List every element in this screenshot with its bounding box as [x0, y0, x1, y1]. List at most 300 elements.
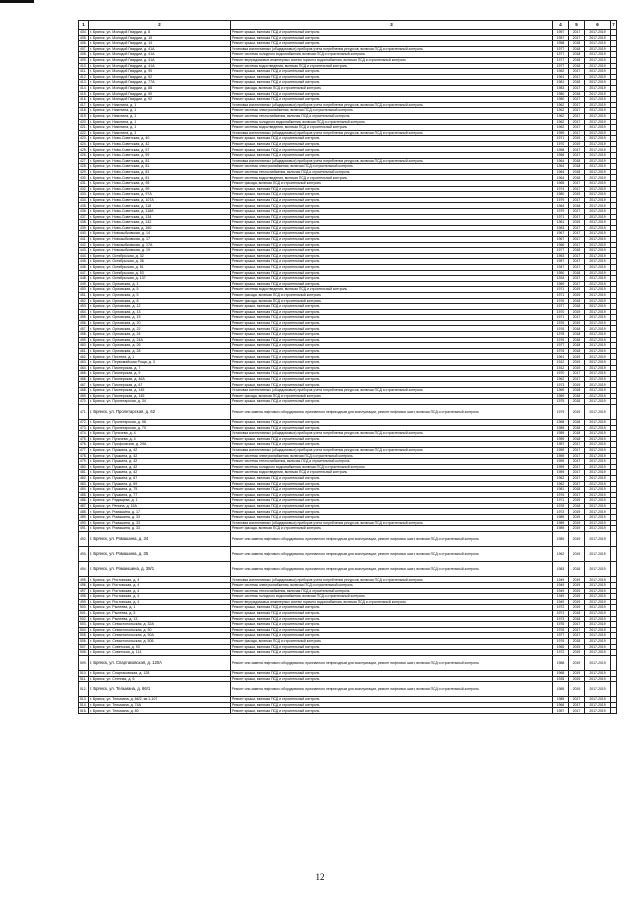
build-year-cell: 1980 [553, 97, 569, 103]
row-number: 495. [80, 577, 87, 582]
page-number: 12 [315, 872, 325, 882]
plan-year-cell: 2019 [569, 682, 585, 697]
address-cell: г. Брянск, ул. Орловская, д. 24 [89, 332, 231, 338]
work-type-cell: Ремонт крыши, включая ПСД и строительный контроль [231, 248, 553, 254]
plan-year-cell: 2017 [569, 113, 585, 119]
row-number: 478. [80, 453, 87, 458]
build-year-cell: 1963 [553, 225, 569, 231]
row-number: 423. [80, 136, 87, 141]
plan-year-cell: 2019 [569, 287, 585, 293]
period-cell: 2017-2019 [585, 376, 611, 382]
work-type-cell: Ремонт крыши, включая ПСД и строительный контроль [231, 343, 553, 349]
address-cell: г. Брянск, ул. Пионерская, д. 46А [89, 376, 231, 382]
work-type-cell: Ремонт системы электроснабжения, включая ПСД и строительный контроль [231, 108, 553, 114]
build-year-cell: 1977 [553, 57, 569, 63]
build-year-cell: 1971 [553, 214, 569, 220]
work-type-cell: Ремонт крыши, включая ПСД и строительный контроль [231, 376, 553, 382]
build-year-cell: 1934 [553, 276, 569, 282]
work-type-cell: Установка коллективных (общедомовых) приборов учета потребления ресурсов, включая ПСД и строительный контроль [231, 520, 553, 526]
period-cell: 2017-2019 [585, 298, 611, 304]
work-type-cell: Ремонт крыши, включая ПСД и строительный контроль [231, 627, 553, 633]
address-cell: г. Брянск, ул. Ново-Советская, д. 118 [89, 203, 231, 209]
row-number: 501. [80, 611, 87, 616]
plan-year-cell: 2019 [569, 594, 585, 600]
build-year-cell: 1970 [553, 309, 569, 315]
address-cell: г. Брянск, ул. Степная, д. 6 [89, 676, 231, 682]
row-number: 427. [80, 158, 87, 163]
period-cell: 2017-2019 [585, 236, 611, 242]
row-number: 430. [80, 175, 87, 180]
document-page [78, 20, 616, 714]
work-type-cell: Ремонт крыши, включая ПСД и строительный контроль [231, 622, 553, 628]
row-number: 454. [80, 309, 87, 314]
header-col-3: 3 [231, 21, 553, 30]
row-number: 405. [80, 35, 87, 40]
address-cell: г. Брянск, ул. Орловская, д. 15 [89, 315, 231, 321]
period-cell: 2017-2019 [585, 562, 611, 577]
period-cell: 2017-2019 [585, 475, 611, 481]
row-number: 488. [80, 509, 87, 514]
row-number: 486. [80, 498, 87, 503]
row-number: 447. [80, 270, 87, 275]
build-year-cell: 1969 [553, 393, 569, 399]
address-cell: г. Брянск, ул. Ростовская, д. 4 [89, 599, 231, 605]
period-cell: 2017-2019 [585, 136, 611, 142]
plan-year-cell: 2017 [569, 633, 585, 639]
address-cell: г. Брянск, ул. Пионерская, д. 145 [89, 388, 231, 394]
plan-year-cell: 2018 [569, 332, 585, 338]
period-cell: 2017-2019 [585, 515, 611, 521]
work-type-cell: Ремонт крыши, включая ПСД и строительный контроль [231, 242, 553, 248]
address-cell: г. Брянск, ул. Пушкина, д. 75 [89, 487, 231, 493]
plan-year-cell: 2019 [569, 360, 585, 366]
row-number: 442. [80, 242, 87, 247]
plan-year-cell: 2018 [569, 63, 585, 69]
row-number: 421. [80, 125, 87, 130]
address-cell: г. Брянск, ул. Молодой Гвардии, д. 88 [89, 85, 231, 91]
build-year-cell: 1961 [553, 74, 569, 80]
address-cell: г. Брянск, ул. Ново-Советская, д. 97А [89, 192, 231, 198]
build-year-cell: 1965 [553, 181, 569, 187]
build-year-cell: 1962 [553, 475, 569, 481]
build-year-cell: 1976 [553, 492, 569, 498]
address-cell: г. Брянск, ул. Пролетарская, д. 62 [89, 404, 231, 419]
address-cell: г. Брянск, ул. Пионерская, д. 87 [89, 382, 231, 388]
build-year-cell: 1970 [553, 141, 569, 147]
address-cell: г. Брянск, ул. Пушкина, д. 42 [89, 470, 231, 476]
plan-year-cell: 2019 [569, 320, 585, 326]
row-number: 410. [80, 63, 87, 68]
row-number: 457. [80, 326, 87, 331]
work-type-cell: Установка коллективных (общедомовых) приборов учета потребления ресурсов, включая ПСД и строительный контроль [231, 102, 553, 108]
build-year-cell: 1962 [553, 547, 569, 562]
row-number: 459. [80, 337, 87, 342]
period-cell: 2017-2019 [585, 605, 611, 611]
address-cell: г. Брянск, ул. Советская, д. 93 [89, 644, 231, 650]
build-year-cell: 1973 [553, 616, 569, 622]
work-type-cell: Ремонт крыши, включая ПСД и строительный контроль [231, 360, 553, 366]
plan-year-cell: 2018 [569, 436, 585, 442]
address-cell: г. Брянск, ул. Ново-Советская, д. 59 [89, 153, 231, 159]
work-type-cell: Ремонт крыши, включая ПСД и строительный контроль [231, 644, 553, 650]
row-number: 464. [80, 365, 87, 370]
period-cell: 2017-2019 [585, 354, 611, 360]
row-number: 462. [80, 354, 87, 359]
address-cell: г. Брянск, ул. Советская, д. 114 [89, 650, 231, 656]
plan-year-cell: 2017 [569, 197, 585, 203]
row-number: 413. [80, 80, 87, 85]
row-number: 503. [80, 622, 87, 627]
extra-cell [611, 404, 617, 419]
period-cell: 2017-2019 [585, 35, 611, 41]
period-cell: 2017-2019 [585, 85, 611, 91]
plan-year-cell: 2019 [569, 644, 585, 650]
period-cell: 2017-2019 [585, 594, 611, 600]
address-cell: г. Брянск, ул. Ромашина, д. 33 [89, 526, 231, 532]
plan-year-cell: 2018 [569, 169, 585, 175]
work-type-cell: Ремонт крыши, включая ПСД и строительный контроль [231, 481, 553, 487]
period-cell: 2017-2019 [585, 97, 611, 103]
period-cell: 2017-2019 [585, 326, 611, 332]
build-year-cell: 1957 [553, 442, 569, 448]
build-year-cell: 1957 [553, 708, 569, 714]
build-year-cell: 1959 [553, 470, 569, 476]
work-type-cell: Ремонт системы холодного водоснабжения, включая ПСД и строительный контроль [231, 119, 553, 125]
period-cell: 2017-2019 [585, 547, 611, 562]
address-cell: г. Брянск, ул. Ново-Советская, д. 142 [89, 220, 231, 226]
address-cell: г. Брянск, ул. Октябрьская, д. 36 [89, 259, 231, 265]
build-year-cell: 1970 [553, 371, 569, 377]
plan-year-cell: 2018 [569, 248, 585, 254]
build-year-cell: 1959 [553, 431, 569, 437]
period-cell: 2017-2019 [585, 332, 611, 338]
work-type-cell: Ремонт крыши, включая ПСД и строительный контроль [231, 475, 553, 481]
plan-year-cell: 2017 [569, 153, 585, 159]
period-cell: 2017-2019 [585, 253, 611, 259]
address-cell: г. Брянск, ул. Ново-Советская, д. 57 [89, 147, 231, 153]
work-type-cell: Ремонт крыши, включая ПСД и строительный контроль [231, 197, 553, 203]
row-number: 429. [80, 169, 87, 174]
work-type-cell: Ремонт крыши, включая ПСД и строительный контроль [231, 697, 553, 703]
plan-year-cell: 2017 [569, 622, 585, 628]
address-cell: г. Брянск, ул. Романшина, д. 38/1 [89, 562, 231, 577]
plan-year-cell: 2018 [569, 638, 585, 644]
build-year-cell: 1983 [553, 562, 569, 577]
build-year-cell: 1949 [553, 577, 569, 583]
period-cell: 2017-2019 [585, 453, 611, 459]
address-cell: г. Брянск, ул. Октябрьская, д. 53 [89, 270, 231, 276]
address-cell: г. Брянск, ул. Пушкина, д. 67 [89, 475, 231, 481]
address-cell: г. Брянск, ул. Тельмана, д. 66/1 [89, 682, 231, 697]
row-number: 444. [80, 253, 87, 258]
period-cell: 2017-2019 [585, 442, 611, 448]
work-type-cell: Ремонт крыши, включая ПСД и строительный контроль [231, 270, 553, 276]
work-type-cell: Ремонт крыши, включая ПСД и строительный контроль [231, 214, 553, 220]
build-year-cell: 1935 [553, 676, 569, 682]
plan-year-cell: 2018 [569, 337, 585, 343]
work-type-cell: Ремонт системы водоотведения, включая ПСД и строительный контроль [231, 63, 553, 69]
address-cell: г. Брянск, ул. Ново-Советская, д. 99 [89, 186, 231, 192]
build-year-cell: 1912 [553, 360, 569, 366]
period-cell: 2017-2019 [585, 203, 611, 209]
address-cell: г. Брянск, ул. Орловская, д. 22 [89, 326, 231, 332]
build-year-cell: 1964 [553, 169, 569, 175]
work-type-cell: Ремонт системы электроснабжения, включая ПСД и строительный контроль [231, 164, 553, 170]
build-year-cell: 1973 [553, 382, 569, 388]
row-number: 416. [80, 97, 87, 102]
period-cell: 2017-2019 [585, 650, 611, 656]
work-type-cell: Ремонт крыши, включая ПСД и строительный контроль [231, 616, 553, 622]
address-cell: г. Брянск, ул. Пушкина, д. 42 [89, 447, 231, 453]
address-cell: г. Брянск, ул. Молодой Гвардии, д. 41А [89, 63, 231, 69]
plan-year-cell: 2017 [569, 276, 585, 282]
work-type-cell: Ремонт системы холодного водоснабжения, включая ПСД и строительный контроль [231, 52, 553, 58]
build-year-cell: 1912 [553, 365, 569, 371]
work-type-cell: Ремонт крыши, включая ПСД и строительный контроль [231, 35, 553, 41]
work-type-cell: Ремонт крыши, включая ПСД и строительный контроль [231, 136, 553, 142]
plan-year-cell: 2018 [569, 175, 585, 181]
plan-year-cell: 2017 [569, 708, 585, 714]
address-cell: г. Брянск, ул. Рылеева, д. 1 [89, 605, 231, 611]
extra-cell [611, 708, 617, 714]
build-year-cell: 1989 [553, 526, 569, 532]
row-number: 418. [80, 108, 87, 113]
period-cell: 2017-2019 [585, 30, 611, 36]
address-cell: г. Брянск, ул. Новозыбковская, д. 17 [89, 236, 231, 242]
build-year-cell: 1953 [553, 253, 569, 259]
build-year-cell: 1956 [553, 153, 569, 159]
plan-year-cell: 2019 [569, 141, 585, 147]
row-number: 455. [80, 315, 87, 320]
period-cell: 2017-2019 [585, 682, 611, 697]
period-cell: 2017-2019 [585, 436, 611, 442]
plan-year-cell: 2018 [569, 91, 585, 97]
build-year-cell: 1959 [553, 447, 569, 453]
period-cell: 2017-2019 [585, 481, 611, 487]
work-type-cell: Ремонт крыши, включая ПСД и строительный контроль [231, 186, 553, 192]
row-number: 471. [79, 404, 89, 419]
plan-year-cell: 2017 [569, 371, 585, 377]
period-cell: 2017-2019 [585, 360, 611, 366]
row-number: 479. [80, 459, 87, 464]
address-cell: г. Брянск, ул. Орловская, д. 28 [89, 348, 231, 354]
row-number: 513. [80, 697, 87, 702]
build-year-cell: 1985 [553, 425, 569, 431]
work-type-cell: Ремонт системы теплоснабжения, включая ПСД и строительный контроль [231, 113, 553, 119]
address-cell: г. Брянск, ул. Пионерская, д. 7 [89, 365, 231, 371]
period-cell: 2017-2019 [585, 52, 611, 58]
address-cell: г. Брянск, ул. Пестеля, д. 1 [89, 354, 231, 360]
plan-year-cell: 2017 [569, 697, 585, 703]
period-cell: 2017-2019 [585, 276, 611, 282]
work-type-cell: Ремонт крыши, включая ПСД и строительный контроль [231, 231, 553, 237]
plan-year-cell: 2019 [569, 382, 585, 388]
plan-year-cell: 2018 [569, 41, 585, 47]
plan-year-cell: 2017 [569, 231, 585, 237]
work-type-cell: Ремонт крыши, включая ПСД и строительный контроль [231, 332, 553, 338]
address-cell: г. Брянск, ул. Радищева, д. 1 [89, 498, 231, 504]
work-type-cell: Ремонт крыши, включая ПСД и строительный контроль [231, 348, 553, 354]
period-cell: 2017-2019 [585, 287, 611, 293]
work-type-cell: Ремонт крыши, включая ПСД и строительный контроль [231, 676, 553, 682]
plan-year-cell: 2017 [569, 30, 585, 36]
repair-schedule-table [78, 20, 617, 714]
plan-year-cell: 2017 [569, 225, 585, 231]
build-year-cell: 1978 [553, 332, 569, 338]
row-number: 475. [80, 436, 87, 441]
top-rule [0, 0, 34, 3]
address-cell: г. Брянск, ул. Пугачева, д. 4 [89, 431, 231, 437]
work-type-cell: Ремонт крыши, включая ПСД и строительный контроль [231, 442, 553, 448]
plan-year-cell: 2019 [569, 520, 585, 526]
work-type-cell: Ремонт крыши, включая ПСД и строительный контроль [231, 225, 553, 231]
row-number: 408. [80, 52, 87, 57]
period-cell: 2017-2019 [585, 209, 611, 215]
address-cell: г. Брянск, ул. Никитина, д. 1 [89, 125, 231, 131]
work-type-cell: Ремонт системы теплоснабжения, включая ПСД и строительный контроль [231, 169, 553, 175]
period-cell: 2017-2019 [585, 697, 611, 703]
plan-year-cell: 2018 [569, 158, 585, 164]
build-year-cell: 1989 [553, 515, 569, 521]
build-year-cell: 1962 [553, 376, 569, 382]
plan-year-cell: 2017 [569, 209, 585, 215]
build-year-cell: 1972 [553, 650, 569, 656]
row-number: 419. [80, 114, 87, 118]
row-number: 450. [80, 287, 87, 292]
plan-year-cell: 2018 [569, 304, 585, 310]
build-year-cell: 1964 [553, 164, 569, 170]
address-cell: г. Брянск, ул. Пушкина, д. 69 [89, 481, 231, 487]
build-year-cell: 1976 [553, 638, 569, 644]
address-cell: г. Брянск, ул. Пионерская, д. 145 [89, 393, 231, 399]
work-type-cell: Ремонт крыши, включая ПСД и строительный контроль [231, 315, 553, 321]
address-cell: г. Брянск, ул. Молодой Гвардии, д. 92 [89, 74, 231, 80]
period-cell: 2017-2019 [585, 231, 611, 237]
build-year-cell: 1959 [553, 453, 569, 459]
work-type-cell: Ремонт фасада, включая ПСД и строительный контроль [231, 85, 553, 91]
build-year-cell: 1959 [553, 459, 569, 465]
build-year-cell: 1961 [553, 354, 569, 360]
row-number: 469. [80, 393, 87, 398]
work-type-cell: Ремонт крыши, включая ПСД и строительный контроль [231, 209, 553, 215]
period-cell: 2017-2019 [585, 57, 611, 63]
work-type-cell: Установка коллективных (общедомовых) приборов учета потребления ресурсов, включая ПСД и строительный контроль [231, 431, 553, 437]
period-cell: 2017-2019 [585, 91, 611, 97]
work-type-cell: Ремонт или замена лифтового оборудования, признанного непригодным для эксплуатации, ремонт лифтовых шахт, включая ПСД и строительный контроль [231, 562, 553, 577]
period-cell: 2017-2019 [585, 113, 611, 119]
work-type-cell: Ремонт крыши, включая ПСД и строительный контроль [231, 354, 553, 360]
row-number: 441. [80, 237, 87, 242]
row-number: 506. [80, 639, 87, 644]
row-number: 414. [80, 86, 87, 91]
work-type-cell: Ремонт крыши, включая ПСД и строительный контроль [231, 503, 553, 509]
row-number: 491. [80, 526, 87, 531]
build-year-cell: 1958 [553, 147, 569, 153]
build-year-cell: 1957 [553, 35, 569, 41]
plan-year-cell: 2017 [569, 702, 585, 708]
header-col-1: 1 [79, 21, 89, 30]
row-number: 483. [80, 481, 87, 486]
plan-year-cell: 2018 [569, 164, 585, 170]
plan-year-cell: 2017 [569, 236, 585, 242]
work-type-cell: Ремонт крыши, включая ПСД и строительный контроль [231, 633, 553, 639]
row-number: 460. [80, 343, 87, 348]
work-type-cell: Ремонт системы холодного водоснабжения, включая ПСД и строительный контроль [231, 464, 553, 470]
row-number: 437. [80, 214, 87, 219]
period-cell: 2017-2019 [585, 220, 611, 226]
build-year-cell: 1971 [553, 287, 569, 293]
build-year-cell: 1971 [553, 610, 569, 616]
address-cell: г. Брянск, ул. Ново-Советская, д. 42 [89, 141, 231, 147]
period-cell: 2017-2019 [585, 214, 611, 220]
build-year-cell: 1966 [553, 702, 569, 708]
period-cell: 2017-2019 [585, 63, 611, 69]
plan-year-cell: 2018 [569, 616, 585, 622]
row-number: 415. [80, 91, 87, 96]
build-year-cell: 1985 [553, 682, 569, 697]
row-number: 509. [79, 655, 89, 670]
address-cell: г. Брянск, ул. Ново-Советская, д. 107А [89, 197, 231, 203]
work-type-cell: Ремонт крыши, включая ПСД и строительный контроль [231, 276, 553, 282]
build-year-cell: 1962 [553, 481, 569, 487]
address-cell: г. Брянск, ул. Севастопольская, д. 50А [89, 633, 231, 639]
row-number: 463. [80, 360, 87, 365]
row-number: 489. [80, 515, 87, 520]
address-cell: г. Брянск, ул. Никитина, д. 1 [89, 108, 231, 114]
period-cell: 2017-2019 [585, 186, 611, 192]
address-cell: г. Брянск, ул. Молодой Гвардии, д. 14 [89, 41, 231, 47]
period-cell: 2017-2019 [585, 655, 611, 670]
address-cell: г. Брянск, ул. Октябрьская, д. 32 [89, 253, 231, 259]
row-number: 431. [80, 181, 87, 186]
plan-year-cell: 2017 [569, 627, 585, 633]
period-cell: 2017-2019 [585, 292, 611, 298]
build-year-cell: 1977 [553, 63, 569, 69]
work-type-cell: Ремонт крыши, включая ПСД и строительный контроль [231, 708, 553, 714]
period-cell: 2017-2019 [585, 147, 611, 153]
period-cell: 2017-2019 [585, 365, 611, 371]
row-number: 507. [80, 644, 87, 649]
address-cell: г. Брянск, ул. Орловская, д. 8 [89, 298, 231, 304]
address-cell: г. Брянск, ул. Ромашина, д. 33 [89, 520, 231, 526]
address-cell: г. Брянск, ул. Ново-Советская, д. 81 [89, 175, 231, 181]
build-year-cell: 1977 [553, 343, 569, 349]
row-number: 498. [80, 594, 87, 599]
period-cell: 2017-2019 [585, 264, 611, 270]
period-cell: 2017-2019 [585, 102, 611, 108]
table-row [79, 404, 617, 419]
build-year-cell: 1974 [553, 186, 569, 192]
build-year-cell: 1962 [553, 69, 569, 75]
period-cell: 2017-2019 [585, 531, 611, 546]
row-number: 420. [80, 119, 87, 124]
address-cell: г. Брянск, ул. Ростовская, д. 4 [89, 583, 231, 589]
row-number: 453. [80, 304, 87, 309]
work-type-cell: Ремонт фасада, включая ПСД и строительный контроль [231, 638, 553, 644]
period-cell: 2017-2019 [585, 622, 611, 628]
build-year-cell: 1957 [553, 30, 569, 36]
plan-year-cell: 2019 [569, 605, 585, 611]
plan-year-cell: 2017 [569, 442, 585, 448]
work-type-cell: Ремонт крыши, включая ПСД и строительный контроль [231, 69, 553, 75]
period-cell: 2017-2019 [585, 309, 611, 315]
period-cell: 2017-2019 [585, 343, 611, 349]
plan-year-cell: 2018 [569, 80, 585, 86]
plan-year-cell: 2017 [569, 259, 585, 265]
plan-year-cell: 2019 [569, 547, 585, 562]
build-year-cell: 1980 [553, 91, 569, 97]
build-year-cell: 1962 [553, 108, 569, 114]
